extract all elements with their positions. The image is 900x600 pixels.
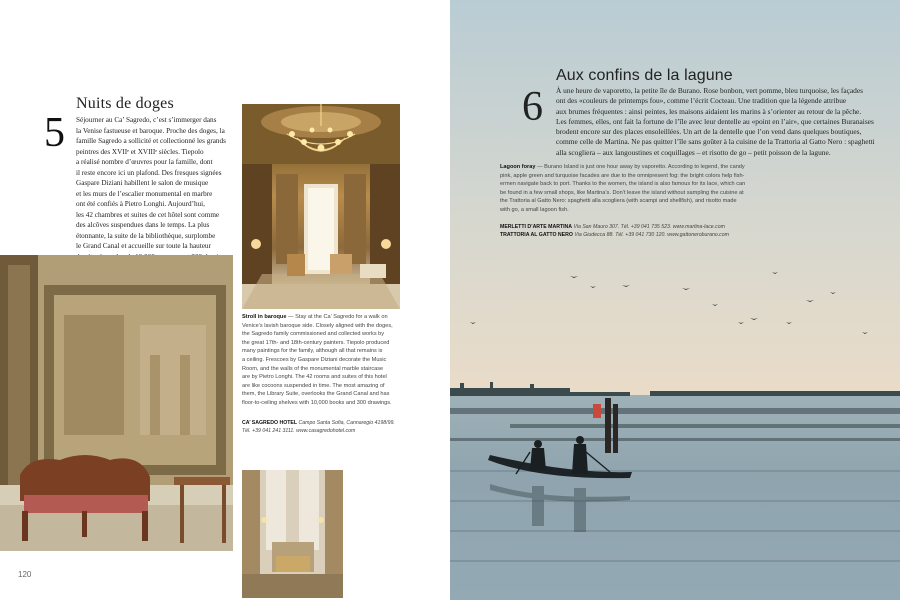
caption-line: are by Pietro Longhi. The 42 rooms and suites of this hotel — [242, 374, 387, 381]
caption-line: a ceiling. Frescoes by Gaspare Diziani decorate the Music — [242, 356, 387, 363]
body-line: Les femmes, elles, ont fait la fortune de l’île avec leur dentelle au «point en l’air», que certaines Buranaises — [556, 116, 874, 126]
hotel-address: Campo Santa Sofia, Cannaregio 4198/99. — [297, 420, 395, 426]
caption-line: many paintings for the family, although all that remains is — [242, 348, 383, 355]
section-number: 5 — [44, 110, 65, 156]
gilded-room-illustration — [242, 104, 400, 309]
body-line: brodent encore sur des places ensoleillées. Un art de la dentelle que l’on vend dans quelques boutiques, — [556, 127, 862, 137]
caption-line: — Burano Island is just one hour away by vaporetto. According to legend, the candy — [535, 164, 745, 170]
body-line: À une heure de vaporetto, la petite île de Burano. Rose bonbon, vert pomme, bleu turquoise, les façades — [556, 86, 864, 95]
restaurant-details: Via Giudecca 88. Tél. +39 041 730 120. www.gattoneroburano.com — [572, 231, 729, 238]
hotel-contact: Tél. +39 041 241 3111. www.casagredohotel.com — [242, 427, 356, 434]
caption-line: Room, and the walls of the monumental marble staircase — [242, 365, 384, 372]
library-illustration — [242, 470, 343, 598]
body-line: étonnante, la suite de la bibliothèque, surplombe — [76, 231, 216, 240]
hotel-name: CA’ SAGREDO HOTEL — [242, 420, 298, 426]
caption-line: pink, apple green and turquoise facades are due to the omnipresent fog: the bright colors help fish- — [500, 172, 745, 179]
caption-english — [500, 163, 796, 215]
shop-details: Via San Mauro 307. Tél. +39 041 735 523. www.martina-lace.com — [572, 224, 725, 230]
body-line: peintres des XVIIᵉ et XVIIIᵉ siècles. Tiepolo — [76, 147, 204, 156]
body-line: le Grand Canal et accueille sur toute la hauteur — [76, 242, 211, 250]
section-title: Nuits de doges — [76, 95, 174, 112]
caption-line: floor-to-ceiling shelves with 10,000 books and 300 drawings. — [242, 399, 392, 406]
body-line: alla scogliera – aux langoustines et coquillages – et risotto de go – petit poisson de la lagune. — [556, 147, 831, 157]
body-line: ont des «couleurs de printemps fou», comme l’écrit Cocteau. Une tradition que la légende attribue — [556, 96, 847, 106]
page-number: 120 — [18, 570, 32, 579]
caption-line: be found in a few small shops, like Martina’s. Don’t leave the island without sampling the cuisine at — [500, 189, 744, 196]
photo-fresco-salon — [0, 255, 233, 551]
body-line: il reste encore ici un plafond. Des fresques signées — [76, 168, 222, 177]
right-page — [450, 0, 900, 600]
caption-line: Venice’s lavish baroque side. Closely aligned with the doges, — [242, 322, 393, 329]
body-line: les 42 chambres et suites de cet hôtel sont comme — [76, 210, 220, 219]
body-line: Séjourner au Ca’ Sagredo, c’est s’immerger dans — [76, 116, 217, 124]
body-line: famille Sagredo a sollicité et collectionné les grands — [76, 137, 226, 145]
caption-line: the Trattoria al Gatto Nero: spaghetti alla scogliera (with scampi and shellfish), and risotto made — [500, 198, 737, 205]
address-credits — [500, 224, 840, 239]
hotel-credit — [242, 420, 400, 435]
body-text — [76, 115, 234, 262]
restaurant-name: TRATTORIA AL GATTO NERO — [500, 231, 573, 238]
caption-line: them, the Library Suite, overlooks the Grand Canal and has — [242, 391, 390, 398]
section-number: 6 — [522, 84, 543, 130]
caption-line: ermen navigate back to port. Thanks to the women, the island is also famous for its lace, which can — [500, 181, 746, 188]
body-line: aux brumes fréquentes : ainsi peintes, les maisons aidaient les marins à s’orienter au retour de la pêche. — [556, 106, 862, 116]
fresco-salon-illustration — [0, 255, 233, 551]
caption-line: with go, a small lagoon fish. — [500, 206, 569, 213]
section-title: Aux confins de la lagune — [556, 67, 733, 84]
photo-library-suite — [242, 470, 343, 598]
body-line: la Venise fastueuse et baroque. Proche des doges, la — [76, 126, 225, 135]
caption-line: the Sagredo family commissioned and collected works by — [242, 331, 385, 338]
shop-name: MERLETTI D’ARTE MARTINA — [500, 224, 573, 230]
body-line: a réalisé nombre d’œuvres pour la famille, dont — [76, 158, 213, 166]
caption-line: the great 17th- and 18th-century painters. Tiepolo produced — [242, 339, 390, 346]
body-line: et les murs de l’escalier monumental en marbre — [76, 189, 213, 198]
caption-title: Stroll in baroque — [242, 314, 287, 320]
body-line: Gaspare Diziani habillent le salon de musique — [76, 179, 209, 187]
body-text — [556, 86, 886, 158]
body-line: ont été confiés à Pietro Longhi. Aujourd’hui, — [76, 200, 205, 208]
caption-line: are like cocoons suspended in time. The most amazing of — [242, 382, 385, 389]
caption-line: — Stay at the Ca’ Sagredo for a walk on — [286, 314, 388, 320]
caption-english — [242, 313, 400, 408]
body-line: comme celle de Martina. Ne pas quitter l’île sans goûter à la cuisine de la Trattoria al Gatto Nero : spaghetti — [556, 137, 875, 147]
body-line: des alcôves suspendues dans le temps. La plus — [76, 221, 210, 229]
photo-gilded-room — [242, 104, 400, 309]
caption-title: Lagoon foray — [500, 164, 536, 170]
